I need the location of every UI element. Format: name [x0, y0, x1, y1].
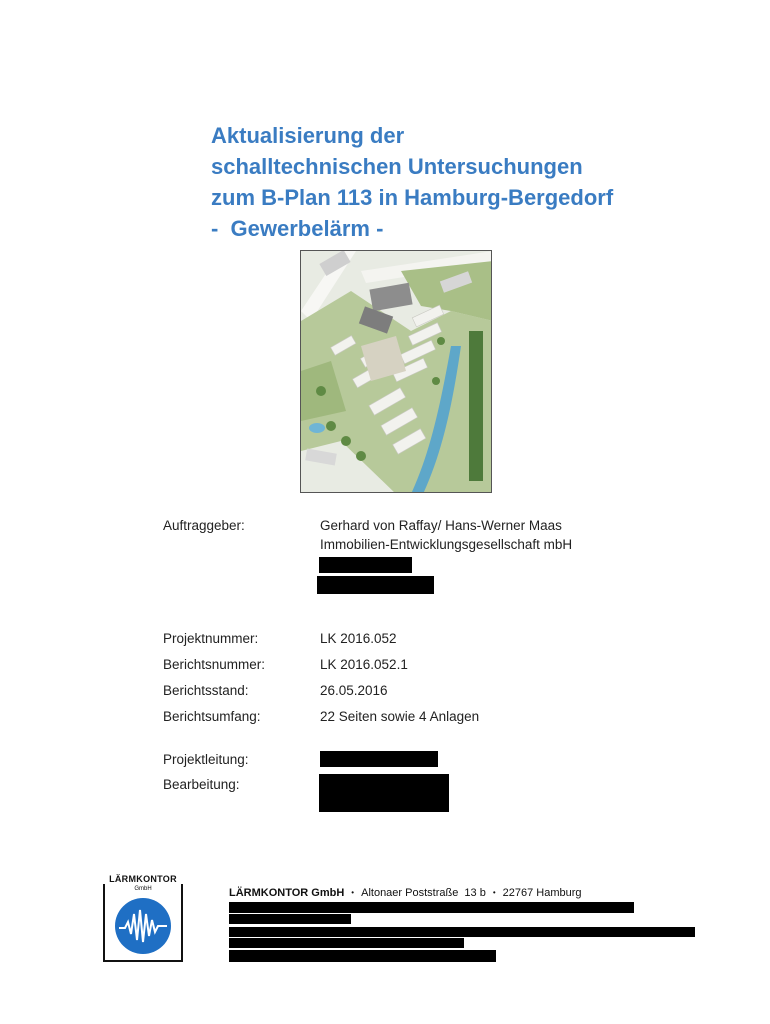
- document-title: [211, 120, 731, 244]
- footer-city: 22767 Hamburg: [502, 887, 582, 899]
- report-date-label: Berichtsstand:: [163, 683, 249, 698]
- project-number: LK 2016.052: [320, 631, 397, 646]
- logo-text: LÄRMKONTOR: [100, 874, 186, 884]
- redaction-bar: [229, 927, 695, 937]
- logo-subtext: GmbH: [134, 886, 152, 892]
- editor-label: Bearbeitung:: [163, 777, 240, 792]
- report-scope-label: Berichtsumfang:: [163, 709, 261, 724]
- footer-address: [229, 887, 582, 899]
- project-lead-label: Projektleitung:: [163, 752, 249, 767]
- sound-wave-logo-icon: [105, 884, 181, 960]
- title-line-3: zum B-Plan 113 in Hamburg-Bergedorf: [211, 185, 614, 210]
- report-scope: 22 Seiten sowie 4 Anlagen: [320, 709, 480, 724]
- title-line-2: schalltechnischen Untersuchungen: [211, 154, 583, 179]
- footer-street: Altonaer Poststraße 13 b: [361, 887, 486, 899]
- redaction-bar: [319, 774, 449, 812]
- footer-separator: •: [351, 888, 355, 897]
- footer-separator: •: [492, 888, 496, 897]
- site-plan-image: [300, 250, 492, 493]
- redaction-bar: [317, 576, 434, 594]
- redaction-bar: [229, 902, 634, 913]
- redaction-bar: [320, 751, 438, 767]
- report-number: LK 2016.052.1: [320, 657, 408, 672]
- report-date: 26.05.2016: [320, 683, 388, 698]
- company-logo: [103, 882, 183, 962]
- redaction-bar: [229, 938, 464, 948]
- title-line-4: - Gewerbelärm -: [211, 216, 384, 241]
- report-number-label: Berichtsnummer:: [163, 657, 266, 672]
- footer-company: LÄRMKONTOR GmbH: [229, 887, 345, 899]
- client-name-line-2: Immobilien-Entwicklungsgesellschaft mbH: [320, 537, 573, 552]
- title-line-1: Aktualisierung der: [211, 123, 405, 148]
- project-number-label: Projektnummer:: [163, 631, 259, 646]
- client-label: Auftraggeber:: [163, 518, 245, 533]
- redaction-bar: [229, 914, 351, 924]
- client-name-line-1: Gerhard von Raffay/ Hans-Werner Maas: [320, 518, 562, 533]
- redaction-bar: [319, 557, 412, 573]
- site-plan-map-graphic: [301, 251, 492, 493]
- redaction-bar: [229, 950, 496, 962]
